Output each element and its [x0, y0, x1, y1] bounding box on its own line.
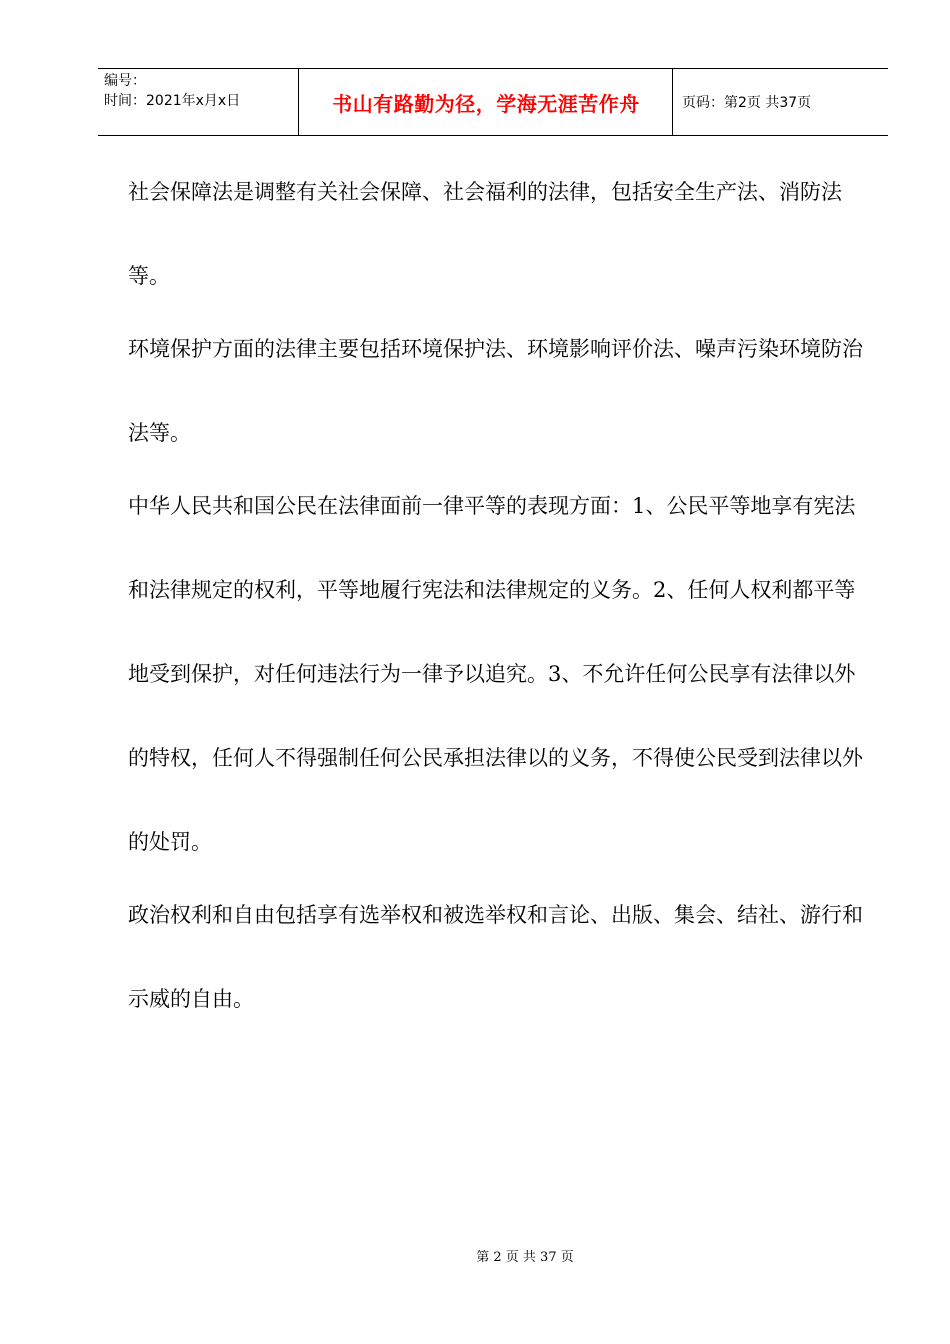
date-label: 时间：2021年x月x日: [104, 93, 241, 109]
header-motto: 书山有路勤为径，学海无涯苦作舟: [332, 91, 640, 116]
header-meta: [104, 71, 300, 111]
paragraph-political-rights: 政治权利和自由包括享有选举权和被选举权和言论、出版、集会、结社、游行和示威的自由。: [128, 903, 863, 1011]
header-divider-left: [298, 69, 299, 135]
document-body: [128, 172, 864, 1052]
paragraph-equality: 中华人民共和国公民在法律面前一律平等的表现方面：1、公民平等地享有宪法和法律规定的权利，平等地履行宪法和法律规定的义务。2、任何人权利都平等地受到保护，对任何违法行为一律予以追究。3、不允许任何公民享有法律以外的特权，任何人不得强制任何公民承担法律以的义务，不得使公民受到法律以外的处罚。: [128, 494, 863, 854]
number-label: 编号：: [104, 73, 146, 89]
header-divider-right: [672, 69, 673, 135]
page-header: [98, 68, 888, 136]
page-footer: [0, 1246, 950, 1265]
paragraph-social-security: 社会保障法是调整有关社会保障、社会福利的法律，包括安全生产法、消防法等。: [128, 180, 842, 288]
footer-page-number: 第 2 页 共 37 页: [476, 1250, 574, 1265]
header-page-info: 页码：第2页 共37页: [682, 95, 812, 111]
paragraph-environment: 环境保护方面的法律主要包括环境保护法、环境影响评价法、噪声污染环境防治法等。: [128, 337, 863, 445]
